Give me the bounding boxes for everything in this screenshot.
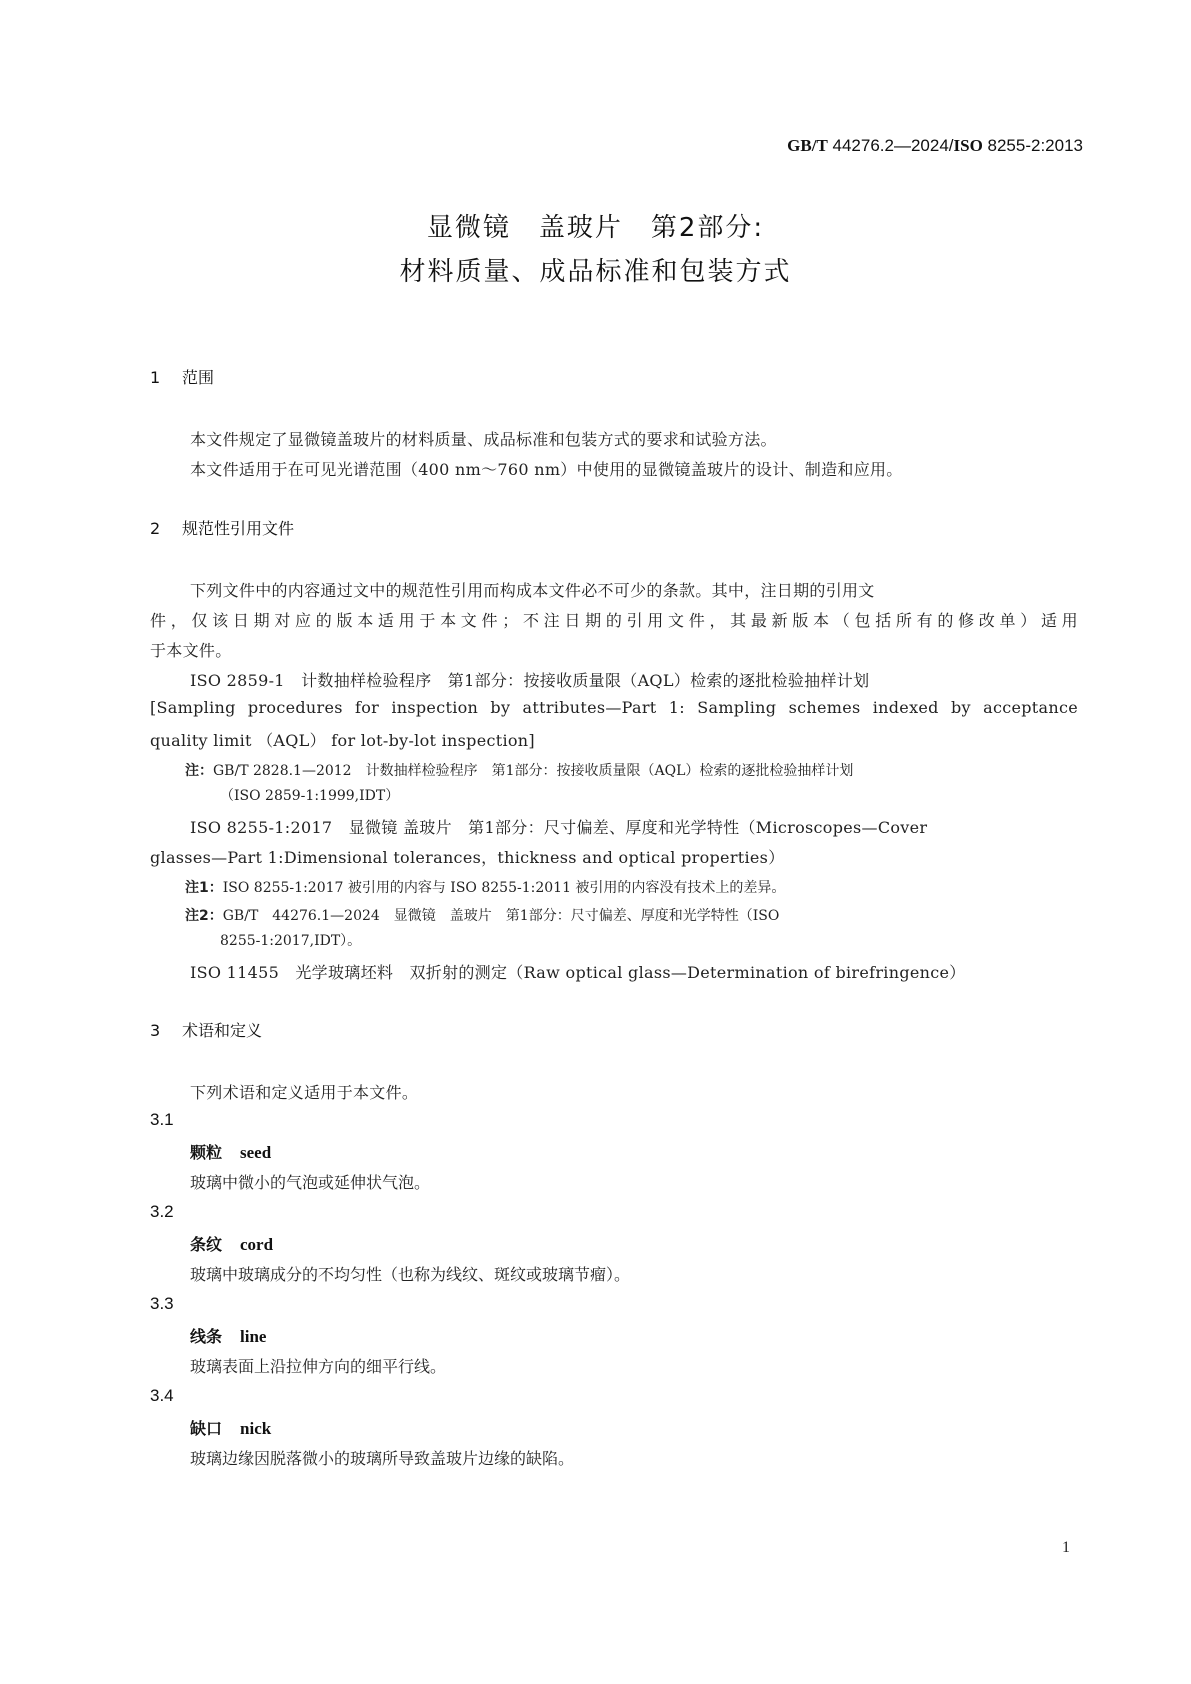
note-text: GB/T 44276.1—2024 显微镜 盖玻片 第1部分：尺寸偏差、厚度和光学特性（ISO [222,908,780,924]
term-definition: 玻璃中玻璃成分的不均匀性（也称为线纹、斑纹或玻璃节瘤）。 [190,1265,631,1284]
standard-code-gb: GB/T [787,136,828,155]
term-line [190,1324,266,1347]
section-number: 1 [150,368,161,387]
note-2 [185,905,779,925]
reference-iso-8255-1-line-2: glasses—Part 1:Dimensional tolerances，thickness and optical properties） [150,848,785,867]
standard-code [787,136,1083,156]
term-zh: 颗粒 [190,1143,223,1162]
scope-paragraph-1: 本文件规定了显微镜盖玻片的材料质量、成品标准和包装方式的要求和试验方法。 [190,430,777,449]
term-number: 3.2 [150,1202,174,1221]
section-heading-scope [150,365,214,388]
standard-code-iso-number: 8255-2:2013 [982,136,1083,155]
reference-iso-2859-1-line-3: quality limit （AQL） for lot-by-lot inspection] [150,731,535,750]
term-en: line [240,1327,267,1346]
section-number: 3 [150,1021,161,1040]
references-intro-line-3: 于本文件。 [150,641,232,660]
note-label: 注1： [185,880,223,896]
term-definition: 玻璃表面上沿拉伸方向的细平行线。 [190,1357,447,1376]
term-definition: 玻璃边缘因脱落微小的玻璃所导致盖玻片边缘的缺陷。 [190,1449,575,1468]
references-intro-line-1: 下列文件中的内容通过文中的规范性引用而构成本文件必不可少的条款。其中，注日期的引用文 [190,581,875,600]
note-2-line-2: 8255-1:2017,IDT）。 [220,933,362,949]
term-cord [190,1232,273,1255]
standard-code-iso: ISO [953,136,983,155]
term-seed [190,1140,271,1163]
section-heading-normative-references [150,516,294,539]
term-number: 3.4 [150,1386,174,1405]
document-title-line-2: 材料质量、成品标准和包装方式 [399,257,792,287]
term-zh: 条纹 [190,1235,223,1254]
reference-iso-2859-1-line-2: [Sampling procedures for inspection by attributes—Part 1: Sampling schemes indexed by acceptance [150,698,1078,717]
term-nick [190,1416,271,1439]
term-zh: 缺口 [190,1419,223,1438]
page-number: 1 [1062,1539,1070,1556]
section-number: 2 [150,519,161,538]
term-number: 3.1 [150,1110,174,1129]
section-title: 规范性引用文件 [182,519,295,538]
term-number: 3.3 [150,1294,174,1313]
section-title: 范围 [182,368,215,387]
references-intro-line-2: 件，仅该日期对应的版本适用于本文件；不注日期的引用文件，其最新版本（包括所有的修改单）适用 [150,611,1078,630]
reference-iso-2859-1-line-1: ISO 2859-1 计数抽样检验程序 第1部分：按接收质量限（AQL）检索的逐批检验抽样计划 [190,671,870,690]
note-gb-2828 [185,760,853,780]
term-zh: 线条 [190,1327,223,1346]
reference-iso-8255-1-line-1: ISO 8255-1:2017 显微镜 盖玻片 第1部分：尺寸偏差、厚度和光学特性（Microscopes—Cover [190,818,928,837]
terms-intro: 下列术语和定义适用于本文件。 [190,1083,419,1102]
term-en: nick [240,1419,272,1438]
term-definition: 玻璃中微小的气泡或延伸状气泡。 [190,1173,431,1192]
standard-code-gb-number: 44276.2—2024/ [827,136,954,155]
note-label: 注： [185,763,213,779]
document-title-line-1: 显微镜 盖玻片 第2部分: [426,213,765,243]
section-title: 术语和定义 [182,1021,263,1040]
term-en: seed [240,1143,272,1162]
note-gb-2828-line-2: （ISO 2859-1:1999,IDT） [220,788,400,804]
note-text: ISO 8255-1:2017 被引用的内容与 ISO 8255-1:2011 被引用的内容没有技术上的差异。 [222,880,786,896]
note-label: 注2： [185,908,223,924]
note-1 [185,877,785,897]
term-en: cord [240,1235,274,1254]
scope-paragraph-2: 本文件适用于在可见光谱范围（400 nm～760 nm）中使用的显微镜盖玻片的设计、制造和应用。 [190,460,903,479]
section-heading-terms-and-definitions [150,1018,262,1041]
note-text: GB/T 2828.1—2012 计数抽样检验程序 第1部分：按接收质量限（AQL）检索的逐批检验抽样计划 [213,763,854,779]
reference-iso-11455: ISO 11455 光学玻璃坯料 双折射的测定（Raw optical glass—Determination of birefringence） [190,963,966,982]
